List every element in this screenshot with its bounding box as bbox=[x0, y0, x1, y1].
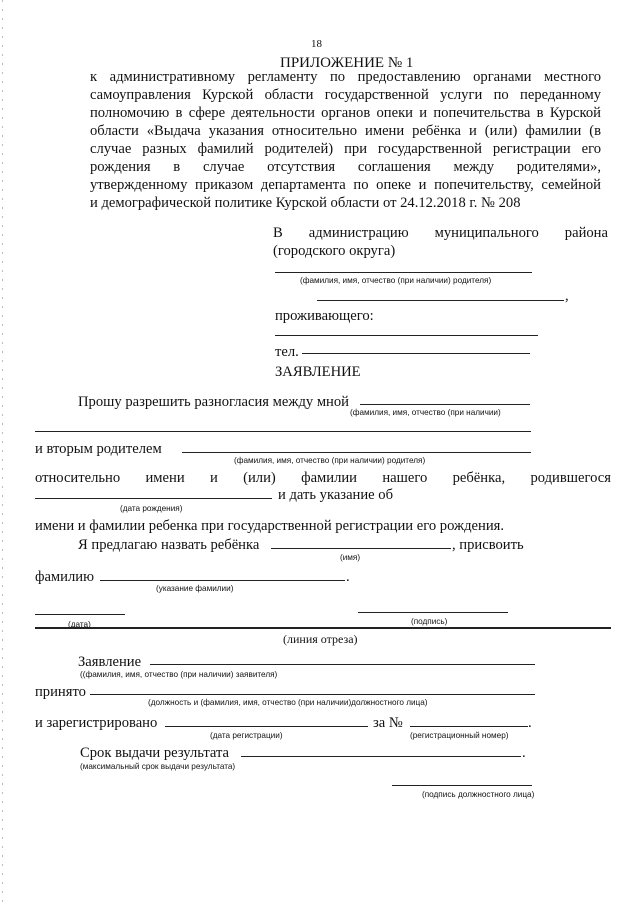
phone-field[interactable] bbox=[302, 353, 530, 354]
concerning-word: и bbox=[209, 470, 218, 486]
header-line: области «Выдача указания относительно имени ребёнка и (или) фамилии (в bbox=[90, 123, 601, 139]
addressee-word: администрацию bbox=[308, 225, 409, 241]
concerning-word: нашего bbox=[382, 470, 428, 486]
signature-caption: (подпись) bbox=[411, 617, 448, 626]
deadline-label: Срок выдачи результата bbox=[80, 745, 230, 761]
concerning-word: относительно bbox=[35, 470, 121, 486]
concerning-word: фамилии bbox=[301, 470, 357, 486]
child-name-caption: (имя) bbox=[340, 553, 361, 562]
concerning-word: (или) bbox=[243, 470, 276, 486]
addressee-line1 bbox=[273, 224, 608, 242]
surname-label: фамилию bbox=[35, 569, 94, 585]
appendix-title: ПРИЛОЖЕНИЕ № 1 bbox=[280, 55, 414, 71]
header-line: и демографической политике Курской области от 24.12.2018 г. № 208 bbox=[90, 195, 521, 211]
concerning-word: имени bbox=[145, 470, 185, 486]
signature-field[interactable] bbox=[358, 612, 508, 613]
phone-label: тел. bbox=[275, 344, 299, 360]
header-line: случае разных фамилий родителей) при государственной регистрации его bbox=[90, 141, 601, 157]
parent-name-field-2[interactable] bbox=[317, 300, 564, 301]
date-caption: (дата) bbox=[68, 620, 91, 629]
reg-period: . bbox=[528, 715, 532, 731]
accepted-label: принято bbox=[35, 684, 86, 700]
number-label: за № bbox=[373, 715, 403, 731]
second-parent-field[interactable] bbox=[182, 452, 531, 453]
name-surname-text: имени и фамилии ребенка при государственной регистрации его рождения. bbox=[35, 518, 504, 534]
concerning-word: ребёнка, bbox=[452, 470, 506, 486]
applicant-name-caption: (фамилия, имя, отчество (при наличии) bbox=[350, 408, 501, 417]
concerning-line bbox=[35, 469, 611, 487]
header-line: к административному регламенту по предоставлению органами местного bbox=[90, 69, 601, 85]
header-line: рождения в случае отсутствия соглашения между родителями», bbox=[90, 159, 601, 175]
page-number: 18 bbox=[311, 38, 322, 50]
reg-date-caption: (дата регистрации) bbox=[210, 731, 283, 740]
second-parent-label: и вторым родителем bbox=[35, 441, 162, 457]
deadline-period: . bbox=[522, 745, 526, 761]
applicant-name-field[interactable] bbox=[360, 404, 530, 405]
surname-period: . bbox=[346, 569, 350, 585]
registered-label: и зарегистрировано bbox=[35, 715, 158, 731]
official-field[interactable] bbox=[90, 694, 535, 695]
reg-date-field[interactable] bbox=[165, 726, 368, 727]
date-field[interactable] bbox=[35, 614, 125, 615]
deadline-field[interactable] bbox=[241, 756, 521, 757]
header-line: утвержденному приказом департамента по опеке и попечительству, семейной bbox=[90, 177, 601, 193]
header-line: полномочию в сфере деятельности органов опеки и попечительства в Курской bbox=[90, 105, 601, 121]
applicant-name-field-2[interactable] bbox=[35, 431, 531, 432]
comma: , bbox=[565, 288, 569, 304]
addressee-word: муниципального bbox=[434, 225, 539, 241]
receipt-applicant-field[interactable] bbox=[150, 664, 535, 665]
receipt-applicant-caption: ((фамилия, имя, отчество (при наличии) заявителя) bbox=[80, 670, 278, 679]
assign-text: , присвоить bbox=[452, 537, 524, 553]
header-line: самоуправления Курской области государственной услуги по переданному bbox=[90, 87, 601, 103]
header-block bbox=[90, 68, 601, 212]
surname-caption: (указание фамилии) bbox=[156, 584, 234, 593]
scan-edge-artifact bbox=[2, 0, 3, 905]
cut-line bbox=[35, 627, 611, 629]
address-field[interactable] bbox=[275, 335, 538, 336]
addressee-word: района bbox=[564, 225, 608, 241]
concerning-word: родившегося bbox=[530, 470, 611, 486]
child-name-field[interactable] bbox=[271, 548, 451, 549]
surname-field[interactable] bbox=[100, 580, 345, 581]
addressee-line2: (городского округа) bbox=[273, 243, 396, 259]
birth-date-field[interactable] bbox=[35, 498, 272, 499]
addressee-word: В bbox=[273, 225, 283, 241]
residing-label: проживающего: bbox=[275, 308, 374, 324]
parent-name-caption: (фамилия, имя, отчество (при наличии) родителя) bbox=[300, 276, 492, 285]
second-parent-caption: (фамилия, имя, отчество (при наличии) родителя) bbox=[234, 456, 426, 465]
statement-title: ЗАЯВЛЕНИЕ bbox=[275, 364, 361, 380]
official-caption: (должность и (фамилия, имя, отчество (при наличии)должностного лица) bbox=[148, 698, 428, 707]
reg-number-field[interactable] bbox=[410, 726, 528, 727]
propose-text: Я предлагаю назвать ребёнка bbox=[78, 537, 260, 553]
cut-line-caption: (линия отреза) bbox=[283, 632, 358, 646]
parent-name-field[interactable] bbox=[275, 272, 532, 273]
official-signature-field[interactable] bbox=[392, 785, 532, 786]
request-text: Прошу разрешить разногласия между мной bbox=[78, 394, 349, 410]
give-indication-text: и дать указание об bbox=[278, 487, 394, 503]
birth-date-caption: (дата рождения) bbox=[120, 504, 183, 513]
receipt-statement-label: Заявление bbox=[78, 654, 142, 670]
reg-number-caption: (регистрационный номер) bbox=[410, 731, 509, 740]
deadline-caption: (максимальный срок выдачи результата) bbox=[80, 762, 236, 771]
official-signature-caption: (подпись должностного лица) bbox=[422, 790, 535, 799]
